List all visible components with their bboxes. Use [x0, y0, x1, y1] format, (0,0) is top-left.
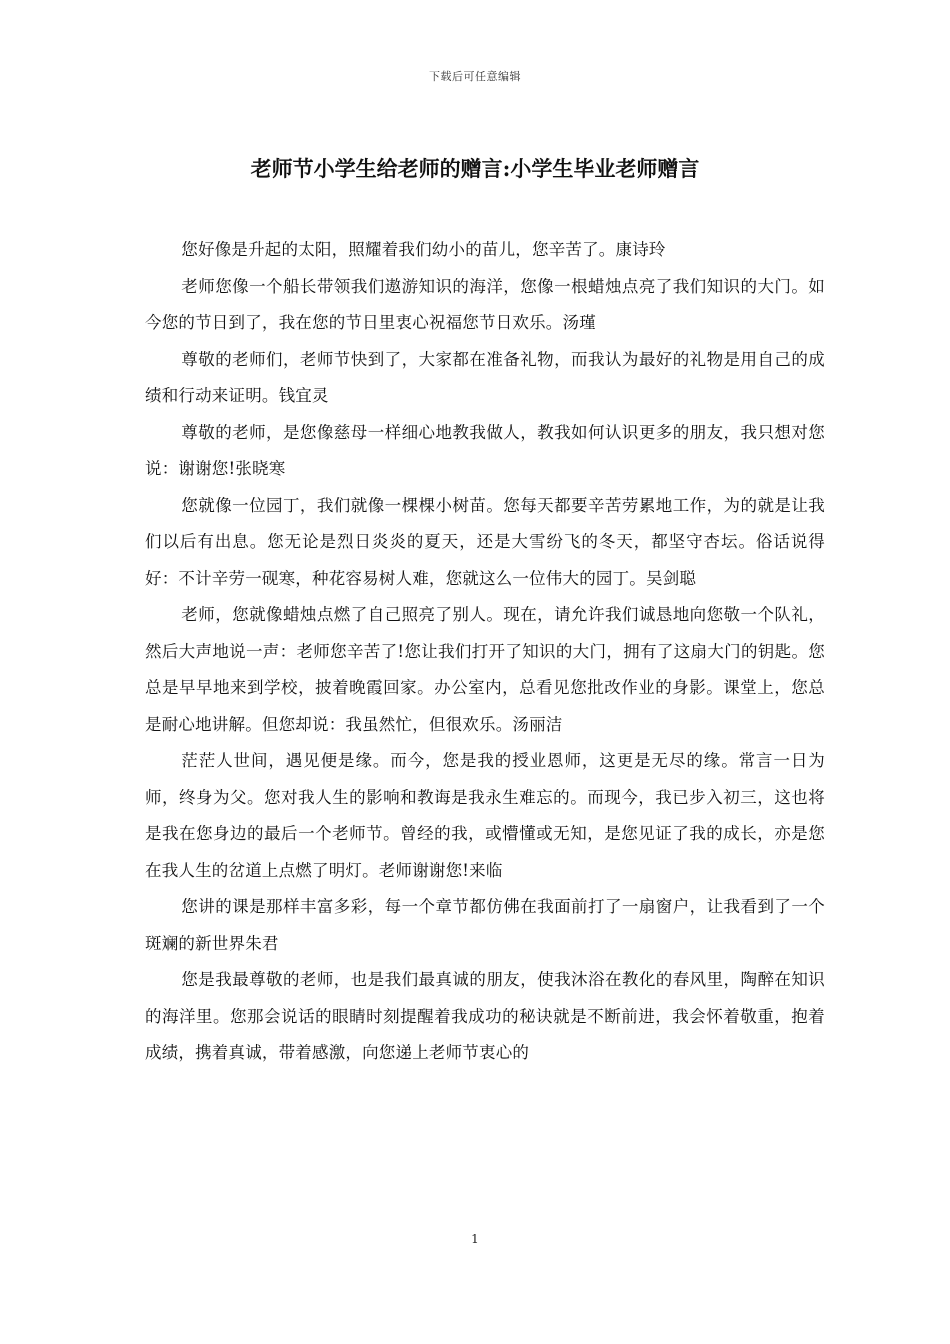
- paragraph: 您讲的课是那样丰富多彩，每一个章节都仿佛在我面前打了一扇窗户，让我看到了一个斑斓的新世界朱君: [145, 897, 825, 953]
- paragraph: 尊敬的老师们，老师节快到了，大家都在准备礼物，而我认为最好的礼物是用自己的成绩和行动来证明。钱宜灵: [145, 349, 825, 405]
- paragraph: 老师，您就像蜡烛点燃了自己照亮了别人。现在，请允许我们诚恳地向您敬一个队礼，然后大声地说一声：老师您辛苦了!您让我们打开了知识的大门，拥有了这扇大门的钥匙。您总是早早地来到学校，披着晚霞回家。办公室内，总看见您批改作业的身影。课堂上，您总是耐心地讲解。但您却说：我虽然忙，但很欢乐。汤丽洁: [145, 605, 825, 734]
- paragraph: 您是我最尊敬的老师，也是我们最真诚的朋友，使我沐浴在教化的春风里，陶醉在知识的海洋里。您那会说话的眼睛时刻提醒着我成功的秘诀就是不断前进，我会怀着敬重，抱着成绩，携着真诚，带着感激，向您递上老师节衷心的: [145, 970, 825, 1062]
- header-note: 下载后可任意编辑: [429, 70, 521, 83]
- document-title: 老师节小学生给老师的赠言:小学生毕业老师赠言: [250, 156, 700, 181]
- document-body: [145, 232, 825, 1072]
- paragraph: 茫茫人世间，遇见便是缘。而今，您是我的授业恩师，这更是无尽的缘。常言一日为师，终身为父。您对我人生的影响和教诲是我永生难忘的。而现今，我已步入初三，这也将是我在您身边的最后一个老师节。曾经的我，或懵懂或无知，是您见证了我的成长，亦是您在我人生的岔道上点燃了明灯。老师谢谢您!来临: [145, 751, 825, 880]
- paragraph: 您就像一位园丁，我们就像一棵棵小树苗。您每天都要辛苦劳累地工作，为的就是让我们以后有出息。您无论是烈日炎炎的夏天，还是大雪纷飞的冬天，都坚守杏坛。俗话说得好：不计辛劳一砚寒，种花容易树人难，您就这么一位伟大的园丁。吴剑聪: [145, 495, 825, 588]
- paragraph: 老师您像一个船长带领我们遨游知识的海洋，您像一根蜡烛点亮了我们知识的大门。如今您的节日到了，我在您的节日里衷心祝福您节日欢乐。汤瑾: [145, 276, 825, 332]
- paragraph: 您好像是升起的太阳，照耀着我们幼小的苗儿，您辛苦了。康诗玲: [181, 240, 666, 259]
- paragraph: 尊敬的老师，是您像慈母一样细心地教我做人，教我如何认识更多的朋友，我只想对您说：谢谢您!张晓寒: [145, 422, 825, 478]
- page-number: 1: [471, 1232, 479, 1246]
